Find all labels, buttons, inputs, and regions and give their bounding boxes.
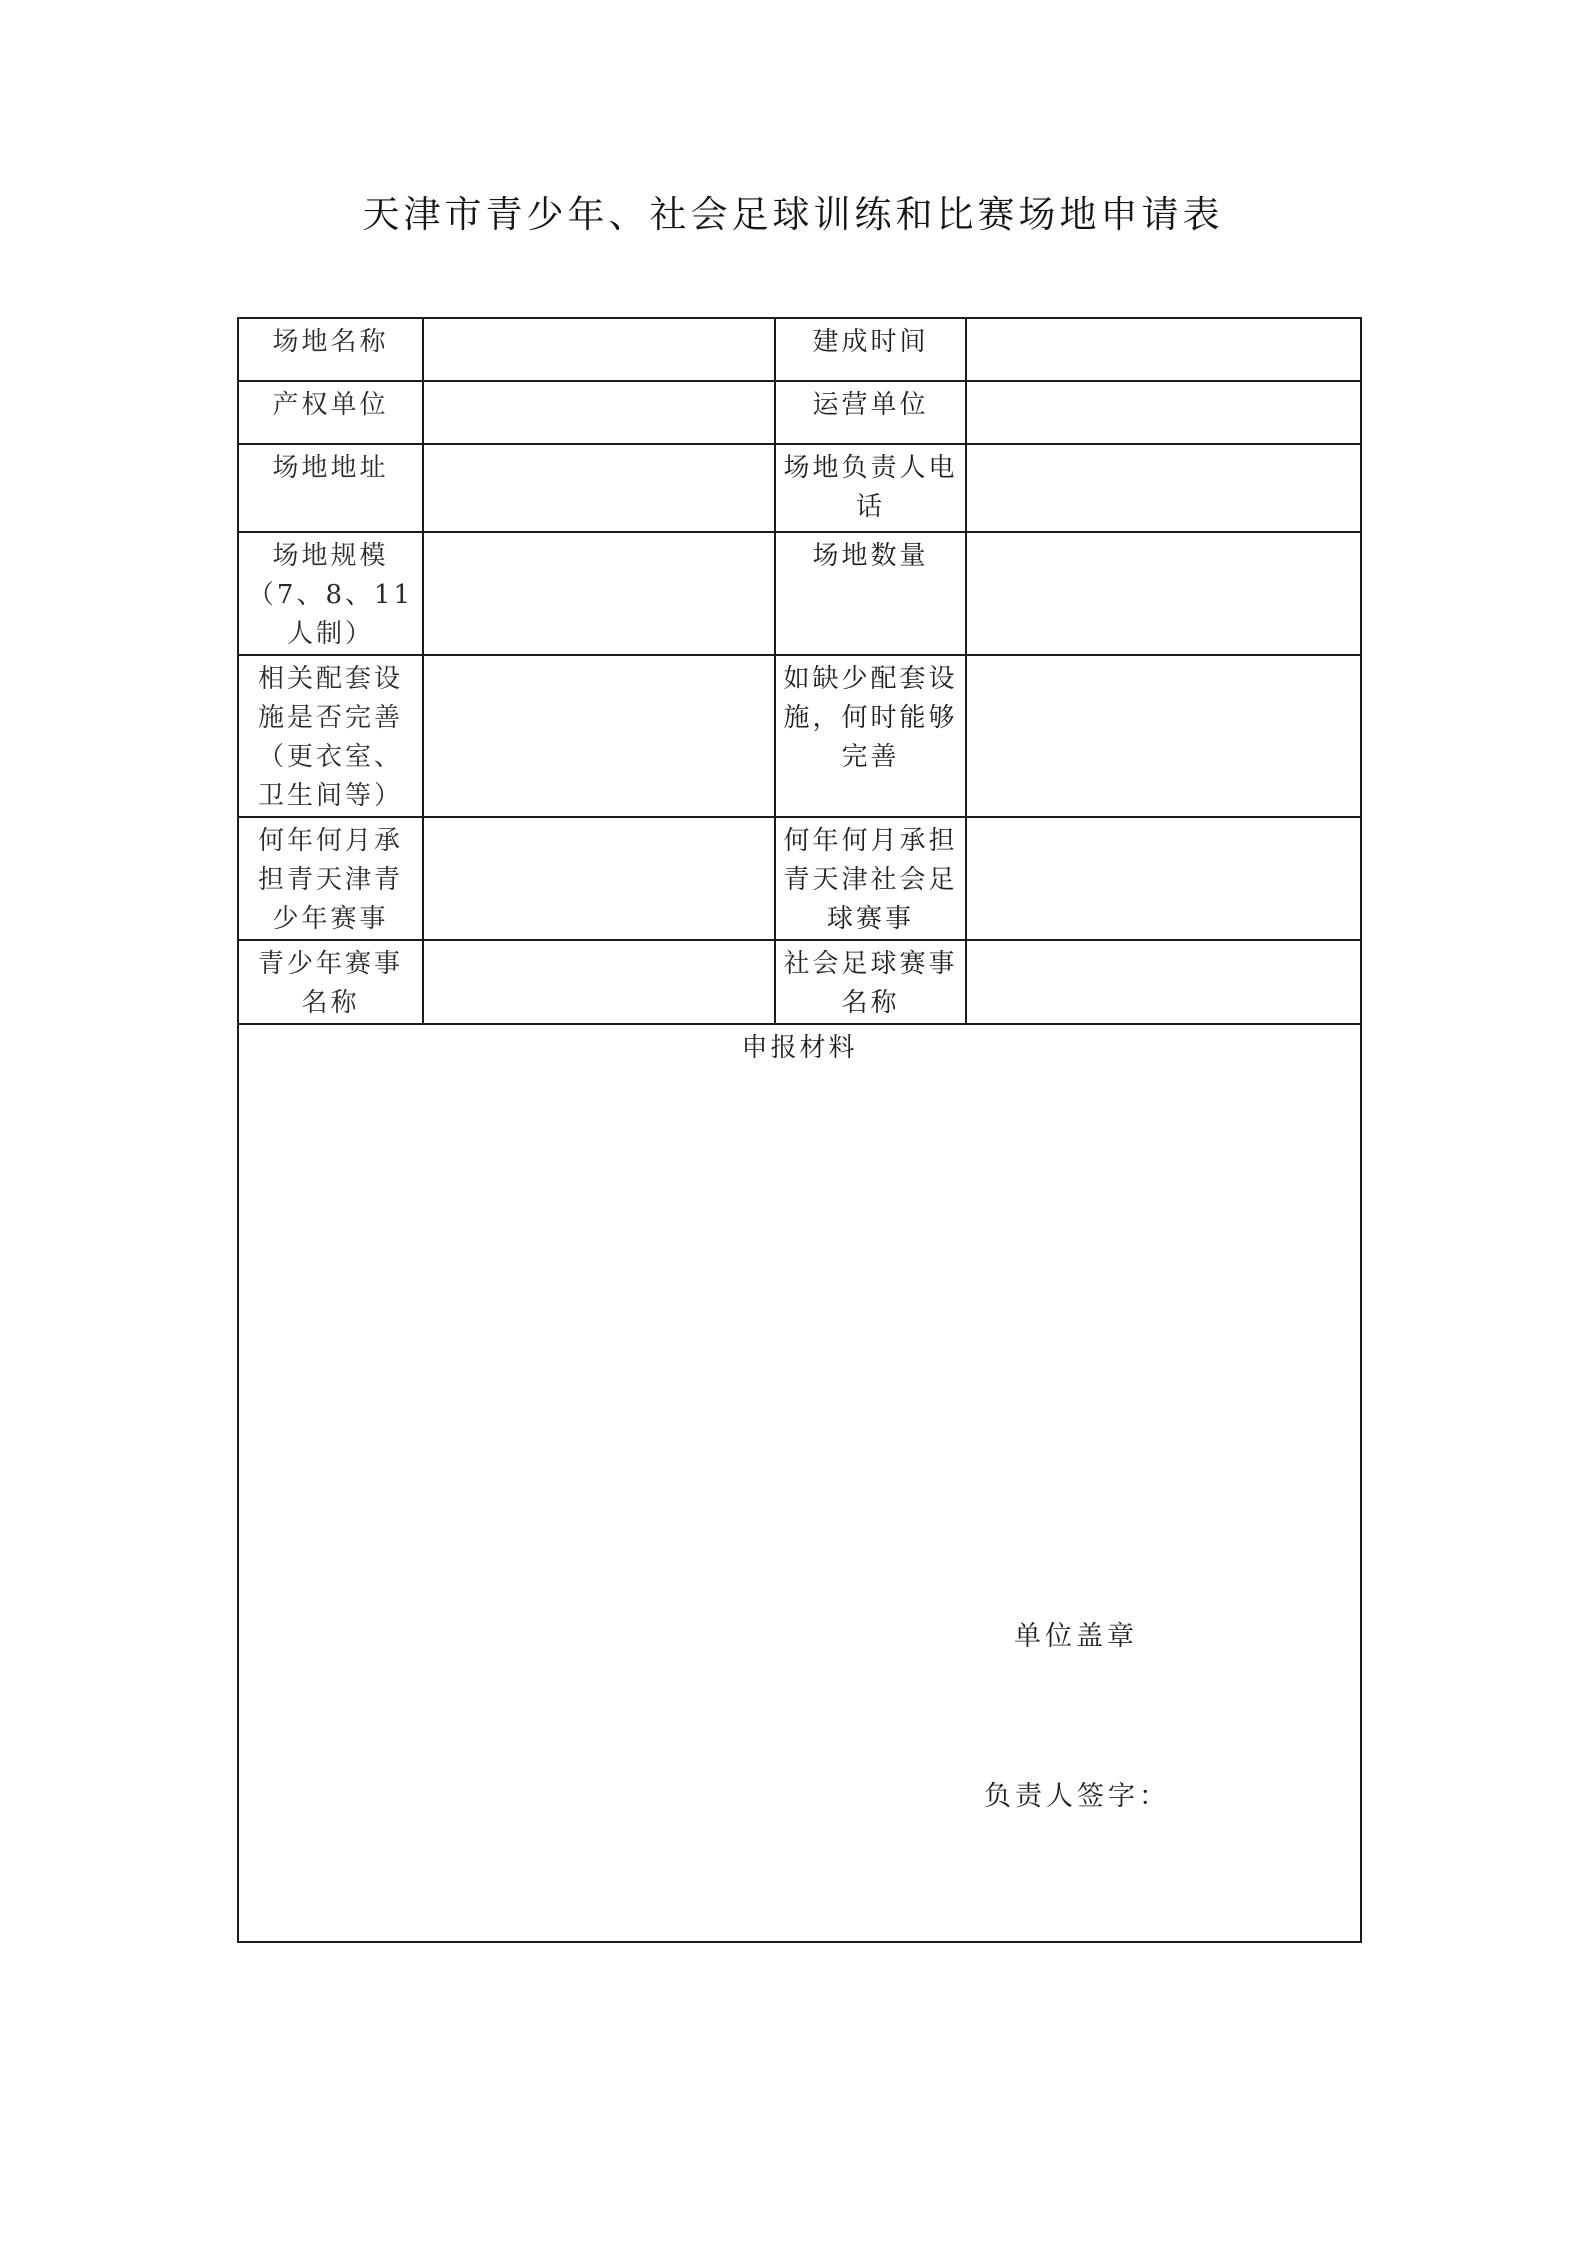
form-row-events-date bbox=[238, 817, 1361, 940]
youth-event-name-field[interactable] bbox=[423, 940, 775, 1024]
social-event-date-field[interactable] bbox=[966, 817, 1361, 940]
operator-field[interactable] bbox=[966, 381, 1361, 444]
facilities-completion-time-label: 如缺少配套设施，何时能够完善 bbox=[775, 655, 966, 817]
materials-title: 申报材料 bbox=[741, 1033, 858, 1063]
venue-manager-phone-field[interactable] bbox=[966, 444, 1361, 532]
youth-event-date-field[interactable] bbox=[423, 817, 775, 940]
facilities-complete-field[interactable] bbox=[423, 655, 775, 817]
property-owner-label: 产权单位 bbox=[238, 381, 423, 444]
unit-seal-label: 单位盖章 bbox=[1014, 1621, 1138, 1652]
signature-label: 负责人签字： bbox=[984, 1781, 1170, 1812]
youth-event-name-label: 青少年赛事名称 bbox=[238, 940, 423, 1024]
application-materials-area[interactable] bbox=[238, 1024, 1361, 1942]
youth-event-date-label: 何年何月承担青天津青少年赛事 bbox=[238, 817, 423, 940]
form-row-address bbox=[238, 444, 1361, 532]
venue-address-field[interactable] bbox=[423, 444, 775, 532]
form-row-scale bbox=[238, 532, 1361, 655]
form-row-venue-name bbox=[238, 318, 1361, 381]
venue-name-label: 场地名称 bbox=[238, 318, 423, 381]
build-date-label: 建成时间 bbox=[775, 318, 966, 381]
facilities-completion-time-field[interactable] bbox=[966, 655, 1361, 817]
venue-scale-field[interactable] bbox=[423, 532, 775, 655]
venue-scale-label: 场地规模（7、8、11人制） bbox=[238, 532, 423, 655]
page-title: 天津市青少年、社会足球训练和比赛场地申请表 bbox=[362, 193, 1224, 236]
build-date-field[interactable] bbox=[966, 318, 1361, 381]
form-row-owner bbox=[238, 381, 1361, 444]
venue-name-field[interactable] bbox=[423, 318, 775, 381]
materials-cell bbox=[239, 1025, 1360, 1941]
social-event-name-label: 社会足球赛事名称 bbox=[775, 940, 966, 1024]
property-owner-field[interactable] bbox=[423, 381, 775, 444]
form-row-events-name bbox=[238, 940, 1361, 1024]
venue-count-label: 场地数量 bbox=[775, 532, 966, 655]
form-row-facilities bbox=[238, 655, 1361, 817]
facilities-complete-label: 相关配套设施是否完善（更衣室、卫生间等） bbox=[238, 655, 423, 817]
venue-count-field[interactable] bbox=[966, 532, 1361, 655]
social-event-date-label: 何年何月承担青天津社会足球赛事 bbox=[775, 817, 966, 940]
form-row-materials bbox=[238, 1024, 1361, 1942]
venue-address-label: 场地地址 bbox=[238, 444, 423, 532]
operator-label: 运营单位 bbox=[775, 381, 966, 444]
application-form-table bbox=[237, 317, 1362, 1943]
social-event-name-field[interactable] bbox=[966, 940, 1361, 1024]
venue-manager-phone-label: 场地负责人电话 bbox=[775, 444, 966, 532]
